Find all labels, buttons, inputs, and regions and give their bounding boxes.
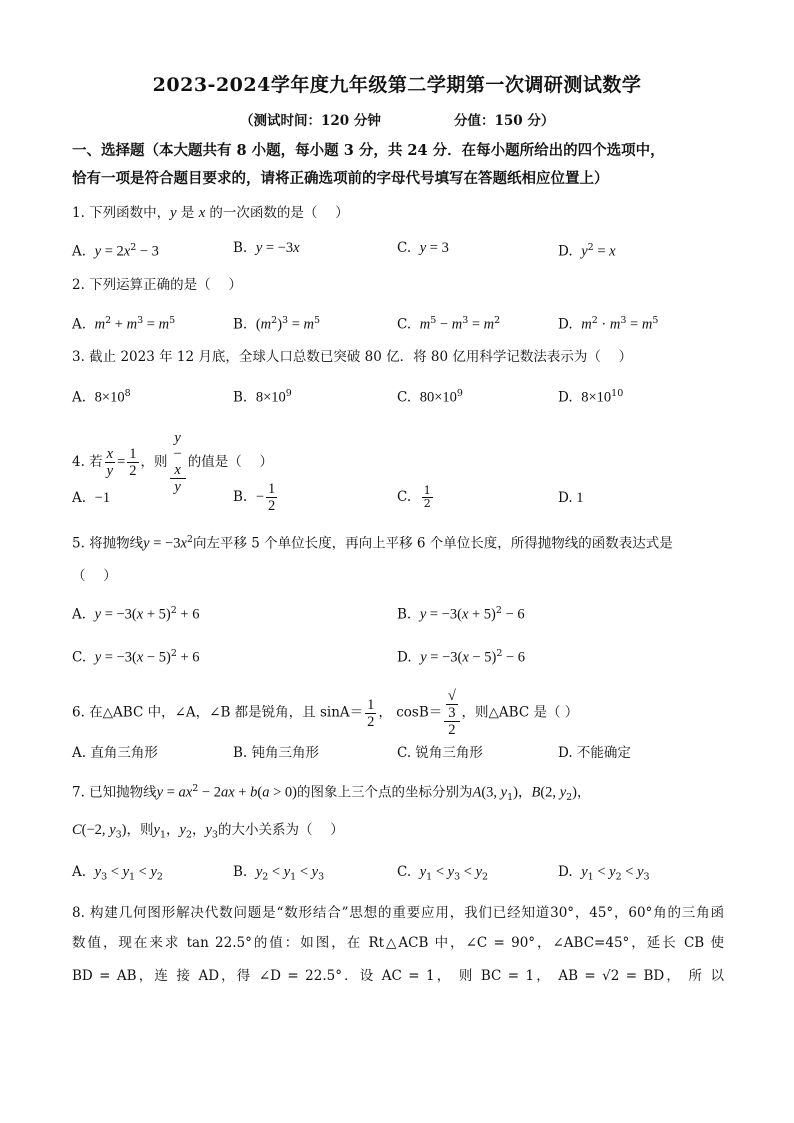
q7-option-b: B. $y_2 < y_1 < y_3$ bbox=[233, 864, 325, 883]
question-6: 6. 在△ABC 中，∠A，∠B 都是锐角，且 sinA＝ $\frac{1}{2}$ ， cosB＝ √ 3 2 ，则△ABC 是（ ） bbox=[72, 688, 579, 738]
q2-option-c: C. $m^5 - m^3 = m^2$ bbox=[397, 315, 501, 333]
question-3: 3. 截止 2023 年 12 月底，全球人口总数已突破 80 亿．将 80 亿用科学记数法表示为（ ） bbox=[72, 349, 633, 365]
question-7-line-2: C(−2, $y_3$)，则$y_1$，$y_2$，$y_3$的大小关系为（ ） bbox=[72, 822, 344, 841]
question-8-line-3: BD = AB，连 接 AD，得 ∠D = 22.5°．设 AC = 1， 则 BC = 1， AB = √2 = BD， 所 以 bbox=[72, 968, 724, 984]
q6-option-b: B. 钝角三角形 bbox=[233, 745, 320, 761]
q4-option-d: D. 1 bbox=[558, 490, 584, 506]
q7-option-c: C. $y_1 < y_3 < y_2$ bbox=[397, 864, 489, 883]
question-5-line-2: （ ） bbox=[72, 568, 117, 584]
test-time: （测试时间：120 分钟 bbox=[240, 113, 381, 129]
page-title: 2023-2024学年度九年级第二学期第一次调研测试数学 bbox=[152, 74, 642, 96]
question-2: 2. 下列运算正确的是（ ） bbox=[72, 277, 242, 293]
q6-option-c: C. 锐角三角形 bbox=[397, 745, 483, 761]
q3-option-d: D. $8\times 10^{10}$ bbox=[558, 388, 624, 406]
q1-post: 的一次函数的是（ ） bbox=[205, 205, 349, 221]
q6-option-a: A. 直角三角形 bbox=[72, 745, 158, 761]
question-1 bbox=[72, 203, 752, 223]
q4-post: 的值是（ ） bbox=[187, 454, 274, 470]
q5-option-a: A. $y = -3(x + 5)^2 + 6$ bbox=[72, 605, 200, 623]
q5-option-b: B. $y = -3(x + 5)^2 - 6$ bbox=[397, 605, 525, 623]
question-8-line-2: 数值，现在来求 tan 22.5°的值：如图，在 Rt△ACB 中，∠C = 90°，∠ABC=45°，延长 CB 使 bbox=[72, 935, 724, 951]
q1-x: x bbox=[198, 205, 206, 221]
q4-option-a: A. −1 bbox=[72, 490, 111, 506]
q6-option-d: D. 不能确定 bbox=[558, 745, 631, 761]
question-4: 4. 若 $\frac{x}{y}$ = $\frac{1}{2}$ ，则 y − x y 的值是（ ） bbox=[72, 430, 274, 495]
q1-mid: 是 bbox=[176, 205, 199, 221]
q1-option-d: D. $y^2 = x$ bbox=[558, 242, 616, 260]
q2-option-d: D. $m^2 \cdot m^3 = m^5$ bbox=[558, 315, 659, 333]
q4-option-b: B. − $\frac{1}{2}$ bbox=[233, 481, 276, 514]
q3-option-a: A. $8\times 10^8$ bbox=[72, 388, 131, 406]
section-heading-line-1: 一、选择题（本大题共有 8 小题，每小题 3 分，共 24 分．在每小题所给出的四个选项中， bbox=[72, 142, 665, 159]
question-5-line-1: 5. 将抛物线$y = -3x^2$向左平移 5 个单位长度，再向上平移 6 个单位长度，所得抛物线的函数表达式是 bbox=[72, 534, 673, 552]
test-score: 分值：150 分） bbox=[454, 113, 555, 129]
question-7-line-1: 7. 已知抛物线$y = ax^2 - 2ax + b(a > 0)$的图象上三个点的坐标分别为A(3, $y_1$)，B(2, $y_2$)， bbox=[72, 783, 591, 804]
q1-pre: 1. 下列函数中， bbox=[72, 205, 171, 221]
q1-option-c: C. y = 3 bbox=[397, 240, 449, 256]
q1-option-a: A. $y = 2x^2 - 3$ bbox=[72, 242, 159, 260]
q4-option-c: C. $\frac{1}{2}$ bbox=[397, 484, 431, 510]
question-8-line-1: 8. 构建几何图形解决代数问题是“数形结合”思想的重要应用，我们已经知道30°，45°，60°角的三角函 bbox=[72, 905, 724, 921]
q2-option-a: A. $m^2 + m^3 = m^5$ bbox=[72, 315, 176, 333]
q2-option-b: B. $(m^2)^3 = m^5$ bbox=[233, 315, 321, 333]
q1-option-b: B. y = −3x bbox=[233, 240, 300, 256]
q4-pre: 4. 若 bbox=[72, 454, 103, 470]
q1-y: y bbox=[170, 205, 177, 221]
section-heading-line-2: 恰有一项是符合题目要求的，请将正确选项前的字母代号填写在答题纸相应位置上） bbox=[72, 170, 609, 187]
q5-option-c: C. $y = -3(x - 5)^2 + 6$ bbox=[72, 648, 200, 666]
q7-option-a: A. $y_3 < y_1 < y_2$ bbox=[72, 864, 163, 883]
q3-option-c: C. $80\times 10^9$ bbox=[397, 388, 463, 406]
q5-option-d: D. $y = -3(x - 5)^2 - 6$ bbox=[397, 648, 526, 666]
q4-mid: ，则 bbox=[140, 454, 168, 470]
q3-option-b: B. $8\times 10^9$ bbox=[233, 388, 292, 406]
q7-option-d: D. $y_1 < y_2 < y_3$ bbox=[558, 864, 650, 883]
